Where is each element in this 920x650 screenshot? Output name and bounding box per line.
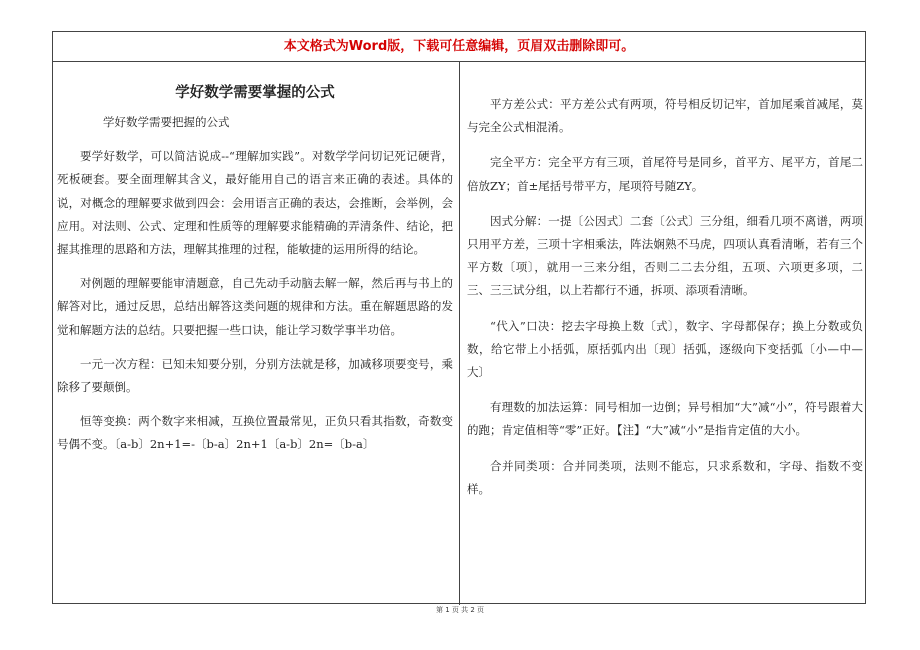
header-notice: 本文格式为Word版，下载可任意编辑，页眉双击删除即可。 (53, 32, 865, 62)
paragraph: 合并同类项：合并同类项，法则不能忘，只求系数和，字母、指数不变样。 (467, 458, 863, 496)
paragraph: 一元一次方程：已知未知要分别，分别方法就是移，加减移项要变号，乘除移了要颠倒。 (57, 356, 453, 395)
paragraph: 有理数的加法运算：同号相加一边倒；异号相加“大”减“小”，符号跟着大的跑；肯定值相等“零”正好。【注】“大”减“小”是指肯定值的大小。 (467, 400, 863, 438)
right-column (467, 62, 863, 513)
paragraph: 平方差公式：平方差公式有两项，符号相反切记牢，首加尾乘首减尾，莫与完全公式相混淆。 (467, 97, 863, 135)
column-divider (459, 62, 460, 605)
page-number: 第 1 页 共 2 页 (435, 606, 485, 614)
document-title: 学好数学需要掌握的公式 (175, 85, 335, 101)
paragraph: 要学好数学，可以简洁说成--“理解加实践”。对数学学问切记死记硬背，死板硬套。要全面理解其含义，最好能用自己的语言来正确的表述。具体的说，对概念的理解要求做到四会：会用语言正确的表达，会推断，会举例，会应用。对法则、公式、定理和性质等的理解要求能精确的弄清条件、结论，把握其推理的思路和方法，理解其推理的过程，能敏捷的运用所得的结论。 (57, 149, 453, 257)
paragraph: 恒等变换：两个数字来相减，互换位置最常见，正负只看其指数，奇数变号偶不变。〔a-b〕2n+1=-〔b-a〕2n+1〔a-b〕2n=〔b-a〕 (57, 414, 453, 452)
paragraph: 对例题的理解要能审清题意，自己先动手动脑去解一解，然后再与书上的解答对比，通过反思，总结出解答这类问题的规律和方法。重在解题思路的发觉和解题方法的总结。只要把握一些口诀，能让学习数学事半功倍。 (57, 276, 453, 337)
paragraph: 完全平方：完全平方有三项，首尾符号是同乡，首平方、尾平方，首尾二倍放ZY；首±尾括号带平方，尾项符号随ZY。 (467, 155, 863, 193)
paragraph: “代入”口决：挖去字母换上数〔式〕，数字、字母都保存；换上分数或负数，给它带上小括弧，原括弧内出〔现〕括弧，逐级向下变括弧〔小—中—大〕 (467, 318, 863, 380)
paragraph: 因式分解：一提〔公因式〕二套〔公式〕三分组，细看几项不离谱，两项只用平方差，三项十字相乘法，阵法娴熟不马虎，四项认真看清晰，若有三个平方数〔项〕，就用一三来分组，否则二二去分组，五项、六项更多项，二三、三三试分组，以上若都行不通，拆项、添项看清晰。 (467, 213, 863, 298)
page-frame (52, 31, 866, 604)
left-column (57, 62, 453, 468)
document-subtitle: 学好数学需要把握的公式 (103, 115, 230, 129)
